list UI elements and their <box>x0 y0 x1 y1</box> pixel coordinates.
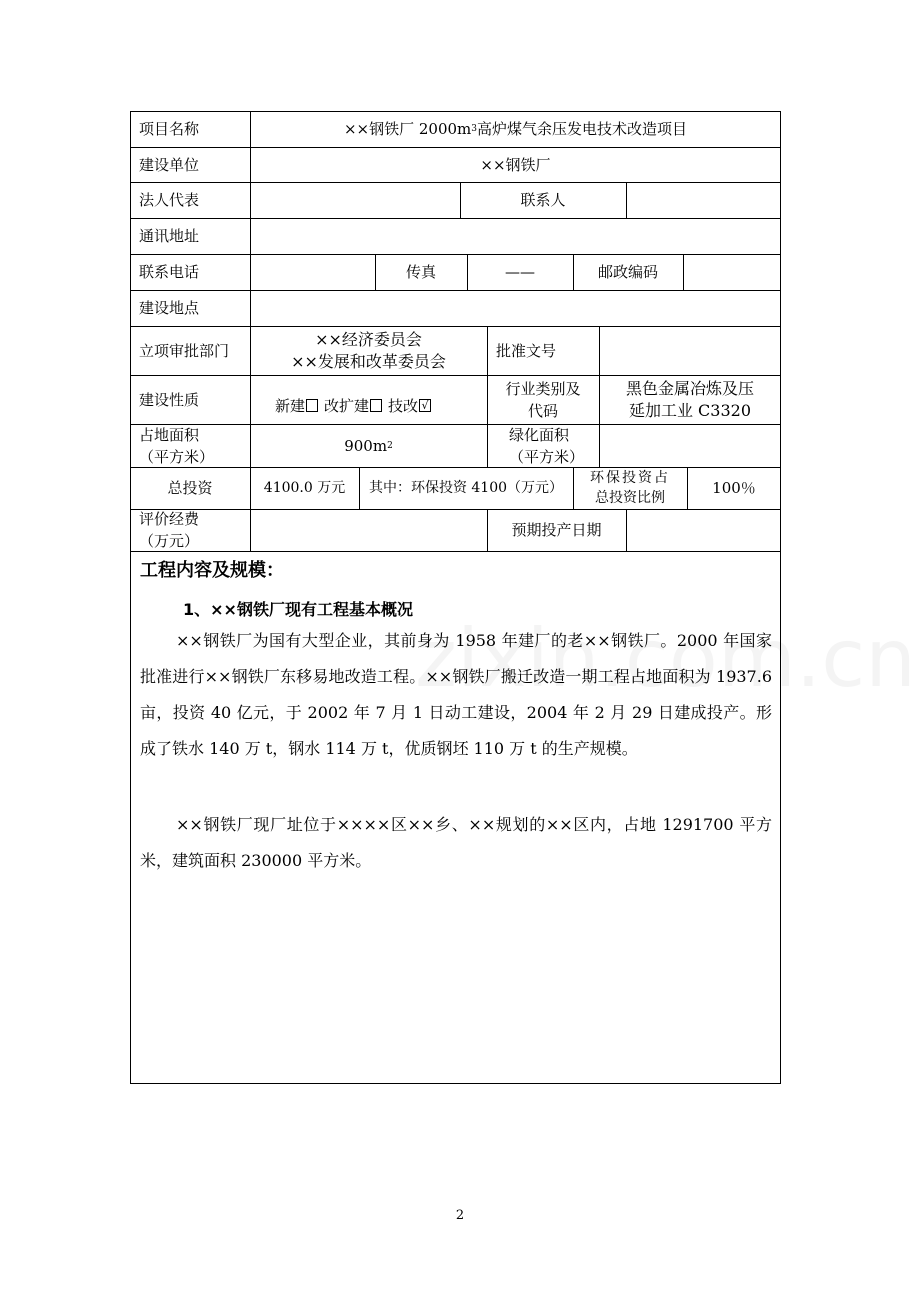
industry-value <box>599 375 781 424</box>
address-label: 通讯地址 <box>139 227 200 245</box>
expected-date-value <box>626 509 781 551</box>
fax-label: 传真 <box>405 263 436 281</box>
nature-tech-label: 技改 <box>388 396 419 415</box>
approval-dept-label: 立项审批部门 <box>139 341 230 360</box>
industry-label-line2: 代码 <box>527 401 558 420</box>
industry-line2: 延加工业 C3320 <box>628 400 752 420</box>
legal-rep-label: 法人代表 <box>139 191 200 209</box>
address-value <box>250 218 781 254</box>
project-name-suffix: 高炉煤气余压发电技术改造项目 <box>477 120 688 138</box>
project-name-label: 项目名称 <box>139 120 200 138</box>
paragraph-2: ××钢铁厂现厂址位于××××区××乡、××规划的××区内，占地 1291700 平方米，建筑面积 230000 平方米。 <box>140 815 772 870</box>
env-ratio-label-line2: 总投资比例 <box>595 490 665 506</box>
section-title: 工程内容及规模： <box>140 560 284 581</box>
eval-fee-label <box>130 509 250 551</box>
area-value: 900m 2 <box>344 436 393 455</box>
nature-expand-checkbox[interactable] <box>370 399 382 412</box>
industry-label-line1: 行业类别及 <box>505 379 581 398</box>
fax-value: —— <box>505 263 535 281</box>
builder-value: ××钢铁厂 <box>480 155 551 174</box>
site-value <box>250 290 781 326</box>
postcode-value <box>683 254 781 290</box>
area-number: 900m <box>344 436 388 455</box>
contact-label: 联系人 <box>520 191 566 209</box>
nature-expand-label: 改扩建 <box>324 396 370 415</box>
industry-line1: 黑色金属冶炼及压 <box>625 378 754 398</box>
project-name-prefix: ××钢铁厂 2000m <box>343 120 472 138</box>
eval-fee-label-line1: 评价经费 <box>139 510 200 528</box>
green-value <box>599 424 781 467</box>
green-label <box>487 424 599 467</box>
eval-fee-label-line2: （万元） <box>139 532 200 550</box>
nature-new-label: 新建 <box>275 396 306 415</box>
approval-dept-line1: ××经济委员会 <box>315 329 422 349</box>
contact-value <box>626 182 781 218</box>
page-number: 2 <box>455 1208 465 1223</box>
env-ratio-label-line1: 环保投资占 <box>590 470 670 486</box>
phone-value <box>250 254 375 290</box>
invest-value: 4100.0 万元 <box>263 480 346 496</box>
legal-rep-value <box>250 182 460 218</box>
nature-new-checkbox[interactable] <box>306 399 318 412</box>
env-ratio-value: 100％ <box>712 479 756 497</box>
expected-date-label: 预期投产日期 <box>511 521 602 539</box>
approval-dept-line2: ××发展和改革委员会 <box>291 351 446 371</box>
area-label-line1: 占地面积 <box>139 425 200 444</box>
invest-label: 总投资 <box>167 479 213 497</box>
eval-fee-value <box>250 509 487 551</box>
subsection-title: 1、××钢铁厂现有工程基本概况 <box>183 600 413 619</box>
approval-no-label: 批准文号 <box>496 341 557 360</box>
industry-label <box>487 375 599 424</box>
project-name-value: ××钢铁厂 2000m 3 高炉煤气余压发电技术改造项目 <box>343 120 688 138</box>
phone-label: 联系电话 <box>139 263 200 281</box>
approval-no-value <box>599 326 781 375</box>
green-label-line2: （平方米） <box>509 447 585 466</box>
env-invest-value: 其中：环保投资 4100（万元） <box>368 480 564 496</box>
env-ratio-label <box>573 467 687 509</box>
site-label: 建设地点 <box>139 299 200 317</box>
approval-dept-value <box>250 326 487 375</box>
nature-options <box>250 375 487 424</box>
green-label-line1: 绿化面积 <box>509 425 570 444</box>
nature-tech-checkbox[interactable]: √ <box>419 399 431 412</box>
area-label <box>130 424 250 467</box>
builder-label: 建设单位 <box>139 155 200 174</box>
paragraph-1: ××钢铁厂为国有大型企业，其前身为 1958 年建厂的老××钢铁厂。2000 年国家批准进行××钢铁厂东移易地改造工程。××钢铁厂搬迁改造一期工程占地面积为 1937.6 亩，投资 40 亿元，于 2002 年 7 月 1 日动工建设，2004 年 2 月 29 日建成投产。形成了铁水 140 万 t，钢水 114 万 t，优质钢坯 110 万 t 的生产规模。 <box>140 631 772 758</box>
postcode-label: 邮政编码 <box>597 263 658 281</box>
area-label-line2: （平方米） <box>139 447 215 466</box>
nature-label: 建设性质 <box>139 390 200 409</box>
